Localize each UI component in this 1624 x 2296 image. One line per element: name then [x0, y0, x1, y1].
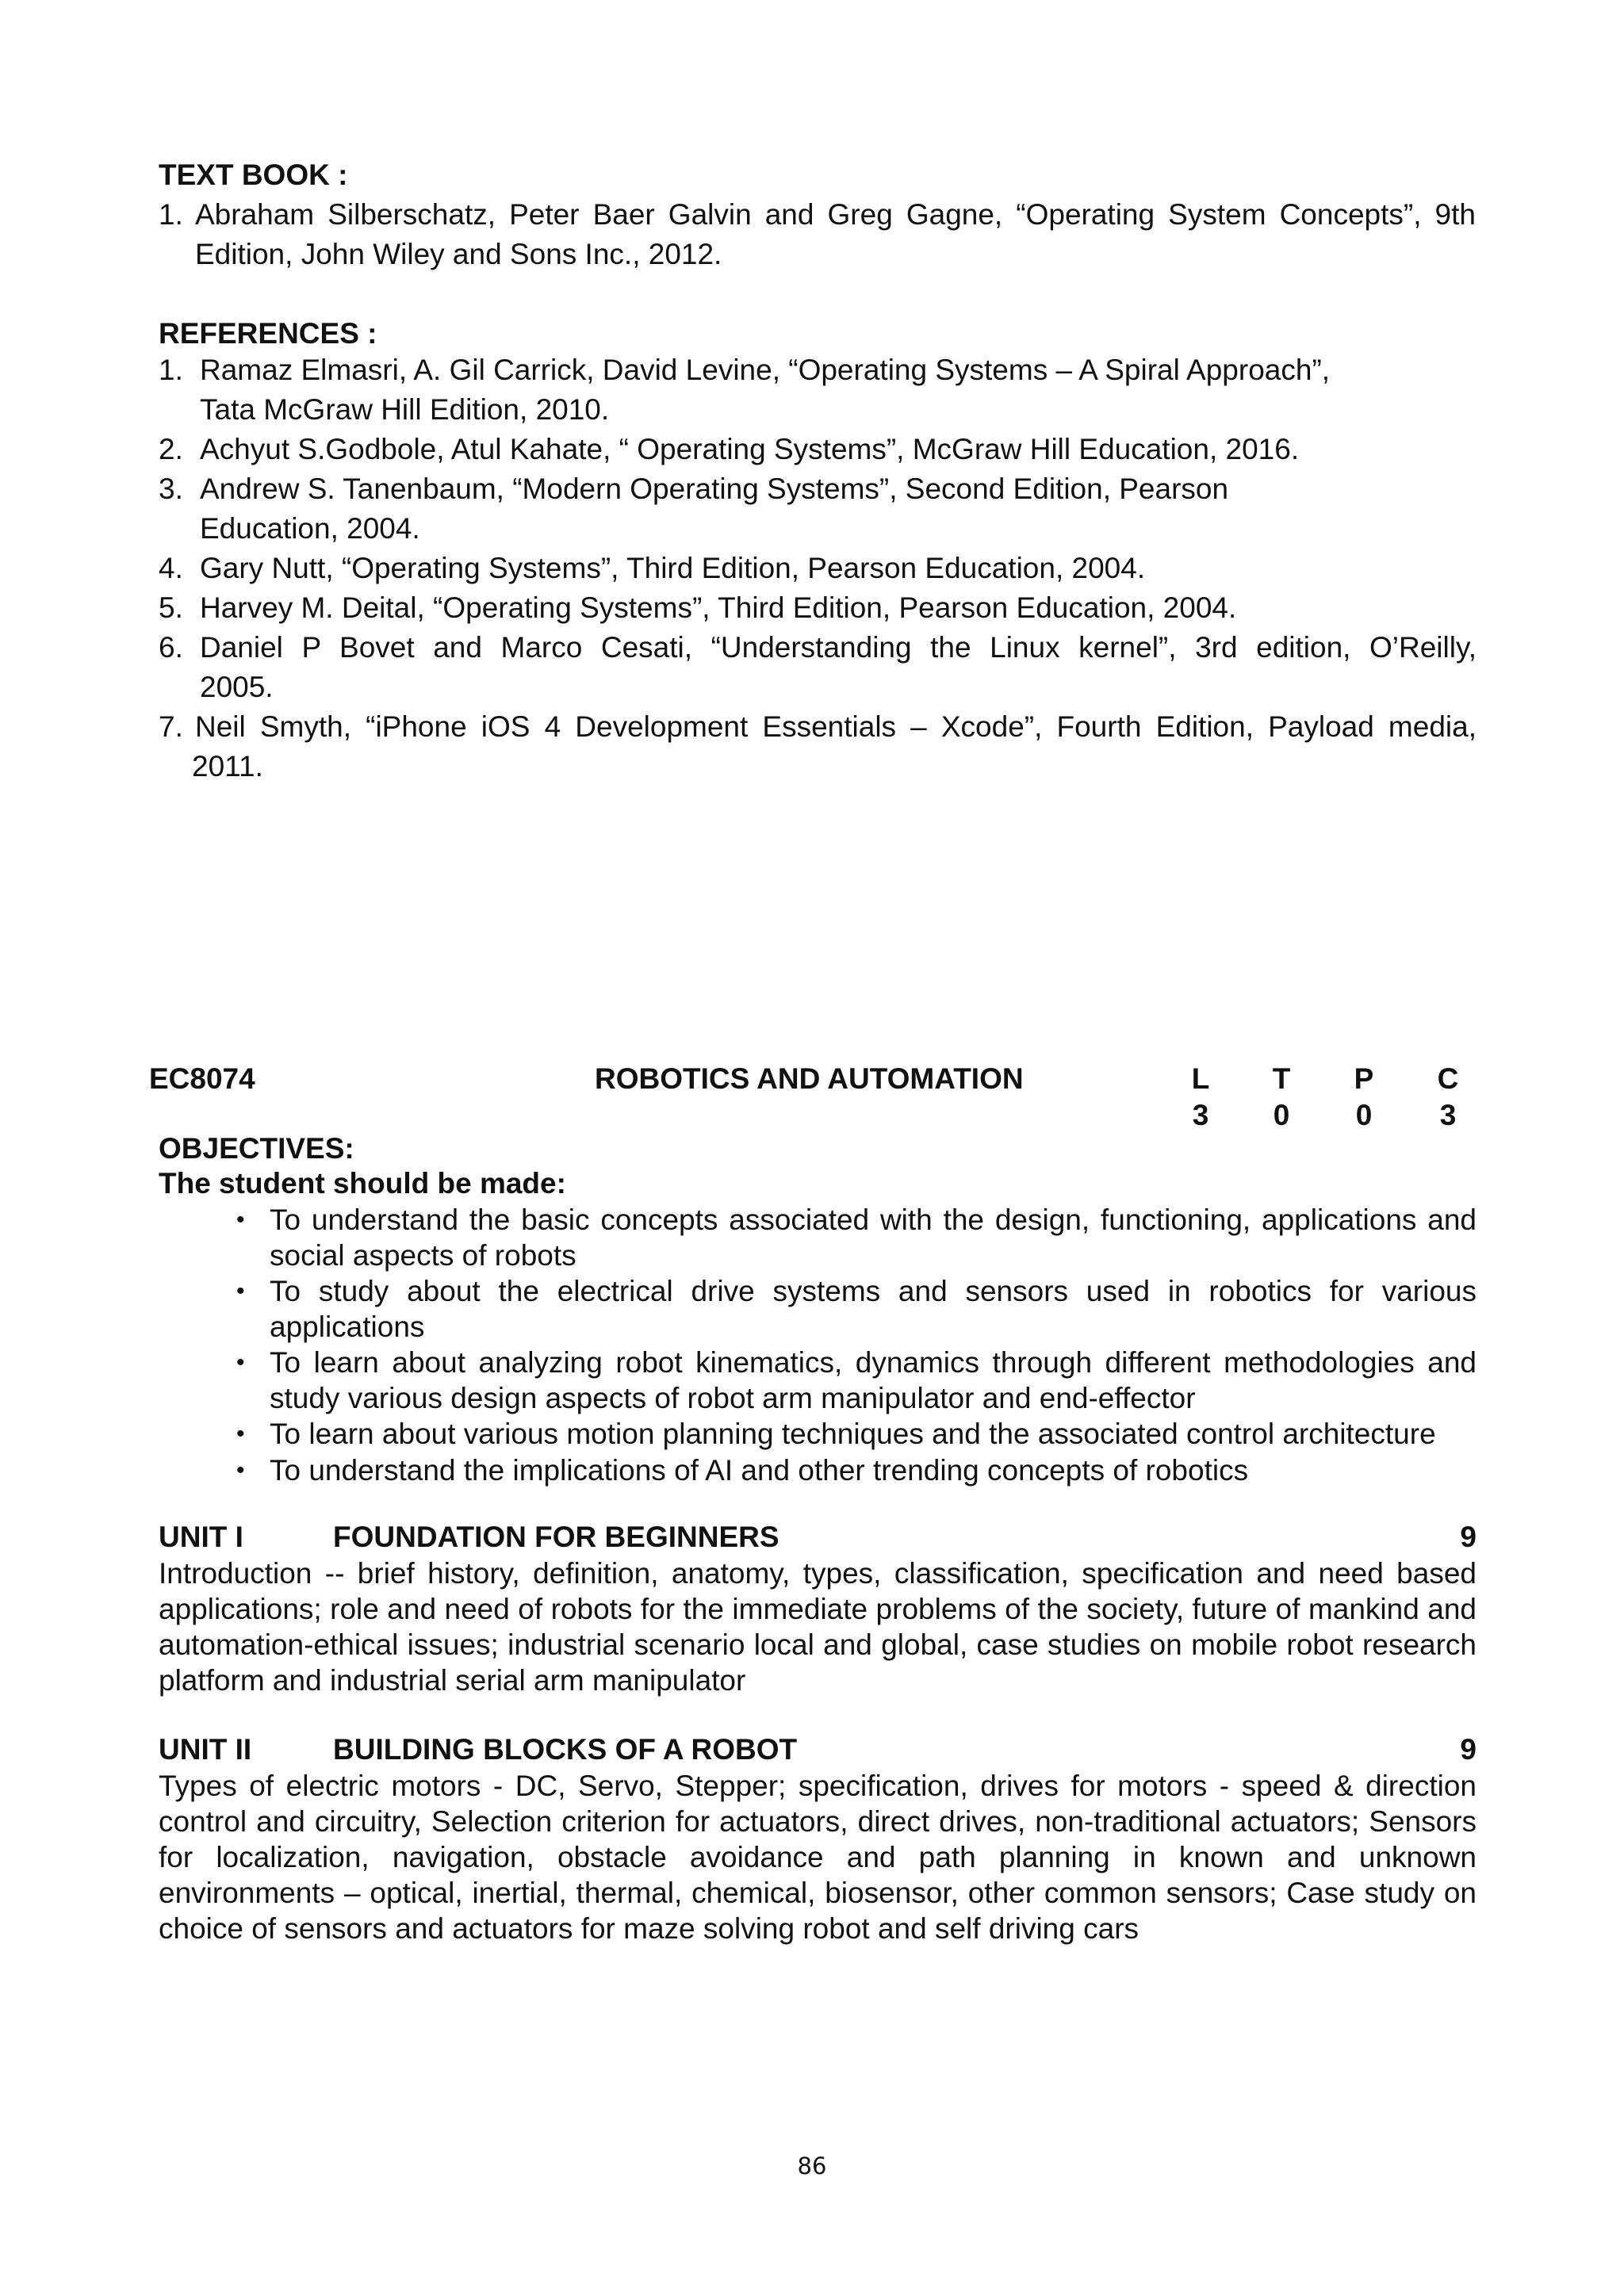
ltpc-header-t: T [1272, 1062, 1291, 1095]
reference-number: 7. [159, 710, 183, 743]
ltpc-value-p: 0 [1355, 1099, 1373, 1131]
ltpc-value-t: 0 [1273, 1099, 1290, 1131]
reference-line: 2005. [200, 671, 274, 703]
reference-line: Education, 2004. [200, 512, 420, 545]
reference-line: Achyut S.Godbole, Atul Kahate, “ Operating Systems”, McGraw Hill Education, 2016. [200, 433, 1300, 465]
reference-line: Harvey M. Deital, “Operating Systems”, Third Edition, Pearson Education, 2004. [200, 591, 1237, 624]
reference-number: 2. [159, 433, 183, 465]
objectives-heading: OBJECTIVES: [159, 1132, 354, 1165]
textbook-item-number: 1. [159, 198, 183, 231]
ltpc-header-l: L [1191, 1062, 1210, 1095]
unit-body: Introduction -- brief history, definition, anatomy, types, classification, specification and need based applications; role and need of robots for the immediate problems of the society, future of mankind and automation-ethical issues; industrial scenario local and global, case studies on mobile robot research platform and industrial serial arm manipulator [159, 1557, 1477, 1697]
reference-line: Tata McGraw Hill Edition, 2010. [200, 393, 610, 426]
references-heading: REFERENCES : [159, 317, 377, 350]
textbook-item-line: Abraham Silberschatz, Peter Baer Galvin and Greg Gagne, “Operating System Concepts”, 9th [195, 198, 1476, 231]
objective-item: To learn about various motion planning techniques and the associated control architecture [270, 1418, 1436, 1450]
reference-number: 6. [159, 631, 183, 664]
ltpc-header-c: C [1437, 1062, 1459, 1095]
bullet-icon: • [236, 1207, 245, 1233]
reference-line: Ramaz Elmasri, A. Gil Carrick, David Levine, “Operating Systems – A Spiral Approach”, [200, 354, 1331, 386]
unit-title: FOUNDATION FOR BEGINNERS [333, 1521, 779, 1553]
ltpc-header-p: P [1354, 1062, 1374, 1095]
textbook-heading: TEXT BOOK : [159, 159, 348, 191]
bullet-icon: • [236, 1349, 245, 1376]
reference-line: Gary Nutt, “Operating Systems”, Third Edition, Pearson Education, 2004. [200, 552, 1146, 584]
reference-number: 3. [159, 473, 183, 505]
unit-hours: 9 [1460, 1521, 1477, 1553]
objective-item: To understand the basic concepts associated with the design, functioning, applications and social aspects of robots [270, 1203, 1477, 1272]
reference-number: 5. [159, 591, 183, 624]
bullet-icon: • [236, 1421, 245, 1447]
ltpc-value-c: 3 [1439, 1099, 1457, 1131]
unit-label: UNIT II [159, 1733, 252, 1766]
objective-item: To study about the electrical drive systems and sensors used in robotics for various applications [270, 1275, 1477, 1343]
bullet-icon: • [236, 1278, 245, 1304]
reference-number: 1. [159, 354, 183, 386]
textbook-item-line: Edition, John Wiley and Sons Inc., 2012. [195, 238, 722, 270]
unit-hours: 9 [1460, 1733, 1477, 1766]
objective-item: To learn about analyzing robot kinematics, dynamics through different methodologies and study various design aspects of robot arm manipulator and end-effector [270, 1346, 1477, 1414]
reference-line: Andrew S. Tanenbaum, “Modern Operating Systems”, Second Edition, Pearson [200, 473, 1229, 505]
course-code: EC8074 [149, 1062, 255, 1095]
objectives-subheading: The student should be made: [159, 1167, 566, 1200]
unit-body: Types of electric motors - DC, Servo, Stepper; specification, drives for motors - speed & direction control and circuitry, Selection criterion for actuators, direct drives, non-traditional actuators; Sensors for localization, navigation, obstacle avoidance and path planning in known and unknown environments – optical, inertial, thermal, chemical, biosensor, other common sensors; Case study on choice of sensors and actuators for maze solving robot and self driving cars [159, 1770, 1477, 1945]
reference-line: Daniel P Bovet and Marco Cesati, “Understanding the Linux kernel”, 3rd edition, O’Reilly, [200, 631, 1477, 664]
page-number: 86 [797, 2152, 827, 2179]
course-title: ROBOTICS AND AUTOMATION [595, 1062, 1024, 1095]
unit-label: UNIT I [159, 1521, 243, 1553]
bullet-icon: • [236, 1457, 245, 1483]
unit-title: BUILDING BLOCKS OF A ROBOT [333, 1733, 798, 1766]
reference-number: 4. [159, 552, 183, 584]
ltpc-value-l: 3 [1192, 1099, 1209, 1131]
reference-line: 2011. [192, 750, 263, 783]
reference-line: Neil Smyth, “iPhone iOS 4 Development Essentials – Xcode”, Fourth Edition, Payload media, [195, 710, 1477, 743]
objective-item: To understand the implications of AI and other trending concepts of robotics [270, 1454, 1249, 1487]
